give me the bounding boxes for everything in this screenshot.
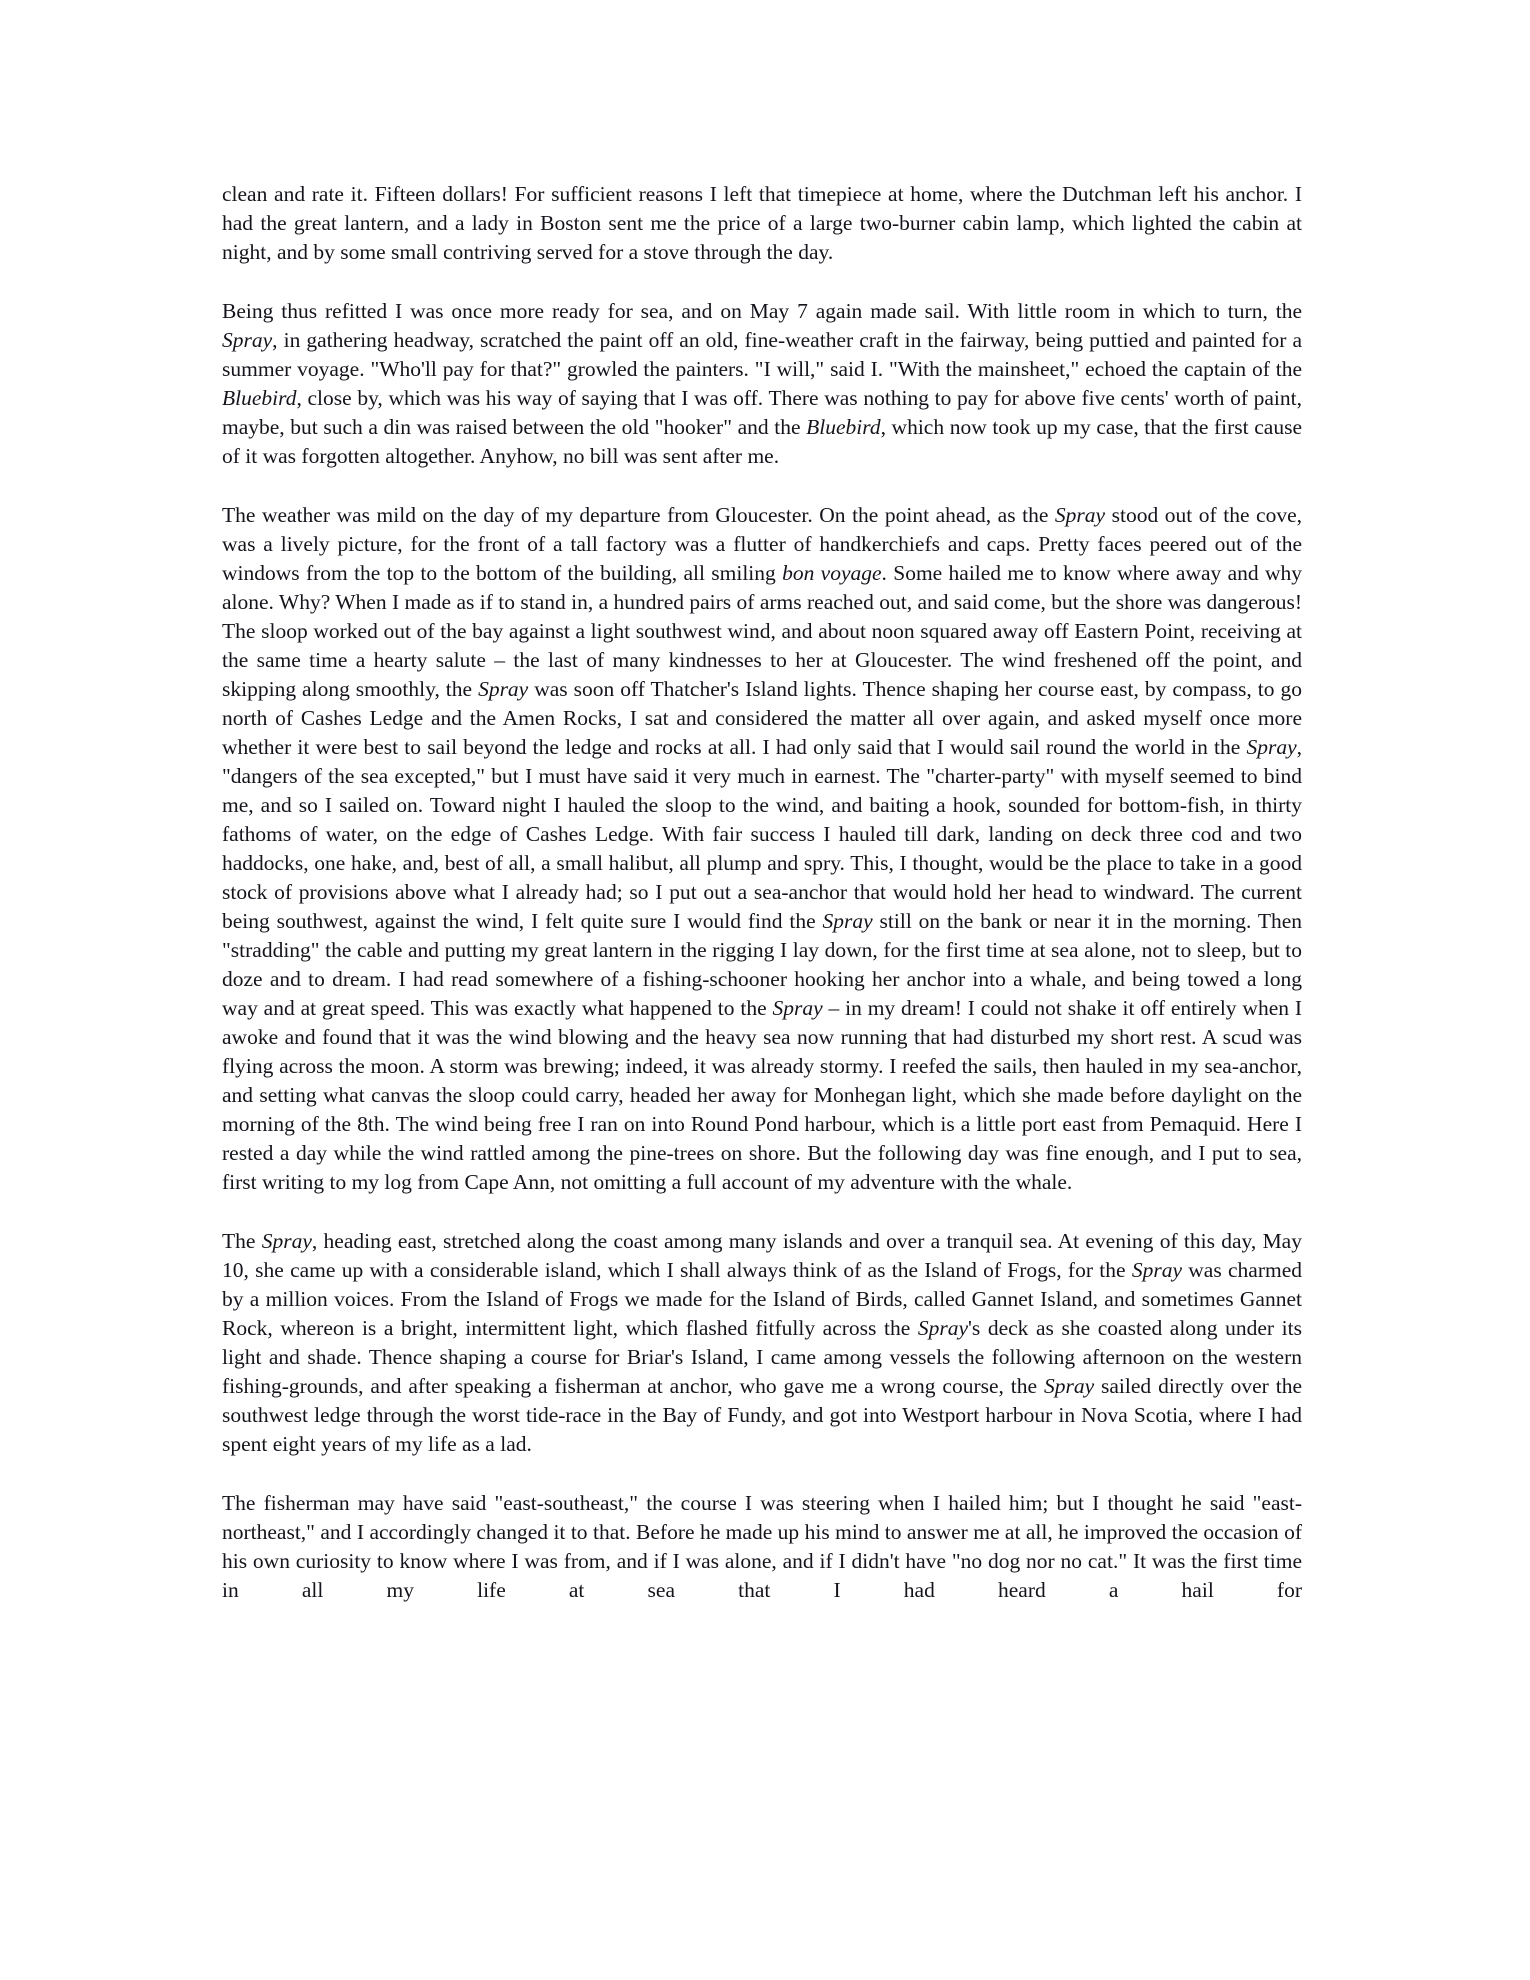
italic-text-run: Spray: [1054, 503, 1106, 527]
paragraph: [222, 1489, 1302, 1605]
text-run: , in gathering headway, scratched the paint off an old, fine-weather craft in the fairway, being puttied and painted for a summer voyage. "Who'll pay for that?" growled the painters. "I will," said I. "With the mainsheet," echoed the captain of the: [222, 328, 1302, 381]
text-run: The weather was mild on the day of my departure from Gloucester. On the point ahead, as the: [222, 503, 1055, 527]
text-run: was soon off Thatcher's Island lights. Thence shaping her course east, by compass, to go north of Cashes Ledge and the Amen Rocks, I sat and considered the matter all over again, and asked myself once more whether it were best to sail beyond the ledge and rocks at all. I had only said that I would sail round the world in the: [222, 677, 1302, 759]
text-run: Being thus refitted I was once more ready for sea, and on May 7 again made sail. With little room in which to turn, the: [222, 299, 1302, 323]
text-run: . Some hailed me to know where away and why alone. Why? When I made as if to stand in, a hundred pairs of arms reached out, and said come, but the shore was dangerous! The sloop worked out of the bay against a light southwest wind, and about noon squared away off Eastern Point, receiving at the same time a hearty salute – the last of many kindnesses to her at Gloucester. The wind freshened off the point, and skipping along smoothly, the: [222, 561, 1302, 701]
paragraph: [222, 1227, 1302, 1459]
paragraph: [222, 180, 1302, 267]
italic-text-run: Bluebird: [806, 415, 881, 439]
italic-text-run: Bluebird: [222, 386, 297, 410]
text-run: 's deck as she coasted along under its light and shade. Thence shaping a course for Briar's Island, I came among vessels the following afternoon on the western fishing-grounds, and after speaking a fisherman at anchor, who gave me a wrong course, the: [222, 1316, 1302, 1398]
italic-text-run: Spray: [478, 677, 529, 701]
italic-text-run: Spray: [822, 909, 873, 933]
text-run: , "dangers of the sea excepted," but I must have said it very much in earnest. The "charter-party" with myself seemed to bind me, and so I sailed on. Toward night I hauled the sloop to the wind, and baiting a hook, sounded for bottom-fish, in thirty fathoms of water, on the edge of Cashes Ledge. With fair success I hauled till dark, landing on deck three cod and two haddocks, one hake, and, best of all, a small halibut, all plump and spry. This, I thought, would be the place to take in a good stock of provisions above what I already had; so I put out a sea-anchor that would hold her head to windward. The current being southwest, against the wind, I felt quite sure I would find the: [222, 735, 1302, 933]
text-run: clean and rate it. Fifteen dollars! For sufficient reasons I left that timepiece at home, where the Dutchman left his anchor. I had the great lantern, and a lady in Boston sent me the price of a large two-burner cabin lamp, which lighted the cabin at night, and by some small contriving served for a stove through the day.: [222, 182, 1302, 264]
text-run: , which now took up my case, that the first cause of it was forgotten altogether. Anyhow, no bill was sent after me.: [222, 415, 1302, 468]
italic-text-run: Spray: [917, 1316, 969, 1340]
text-body: [222, 180, 1302, 1605]
text-run: still on the bank or near it in the morning. Then "stradding" the cable and putting my great lantern in the rigging I lay down, for the first time at sea alone, not to sleep, but to doze and to dream. I had read somewhere of a fishing-schooner hooking her anchor into a whale, and being towed a long way and at great speed. This was exactly what happened to the: [222, 909, 1302, 1020]
paragraph: [222, 501, 1302, 1197]
paragraph: [222, 297, 1302, 471]
italic-text-run: Spray: [1131, 1258, 1182, 1282]
italic-text-run: Spray: [261, 1229, 312, 1253]
text-run: , heading east, stretched along the coast among many islands and over a tranquil sea. At evening of this day, May 10, she came up with a considerable island, which I shall always think of as the Island of Frogs, for the: [222, 1229, 1302, 1282]
text-run: , close by, which was his way of saying that I was off. There was nothing to pay for above five cents' worth of paint, maybe, but such a din was raised between the old "hooker" and the: [222, 386, 1302, 439]
text-run: The: [222, 1229, 262, 1253]
text-run: sailed directly over the southwest ledge through the worst tide-race in the Bay of Fundy, and got into Westport harbour in Nova Scotia, where I had spent eight years of my life as a lad.: [222, 1374, 1302, 1456]
italic-text-run: Spray: [1043, 1374, 1095, 1398]
text-run: was charmed by a million voices. From the Island of Frogs we made for the Island of Birds, called Gannet Island, and sometimes Gannet Rock, whereon is a bright, intermittent light, which flashed fitfully across the: [222, 1258, 1303, 1340]
italic-text-run: Spray: [222, 328, 273, 352]
text-run: The fisherman may have said "east-southeast," the course I was steering when I hailed him; but I thought he said "east-northeast," and I accordingly changed it to that. Before he made up his mind to answer me at all, he improved the occasion of his own curiosity to know where I was from, and if I was alone, and if I didn't have "no dog nor no cat." It was the first time in all my life at sea that I had heard a hail for: [222, 1491, 1302, 1602]
italic-text-run: Spray: [772, 996, 823, 1020]
italic-text-run: bon voyage: [782, 561, 882, 585]
italic-text-run: Spray: [1246, 735, 1297, 759]
text-run: – in my dream! I could not shake it off entirely when I awoke and found that it was the wind blowing and the heavy sea now running that had disturbed my short rest. A scud was flying across the moon. A storm was brewing; indeed, it was already stormy. I reefed the sails, then hauled in my sea-anchor, and setting what canvas the sloop could carry, headed her away for Monhegan light, which she made before daylight on the morning of the 8th. The wind being free I ran on into Round Pond harbour, which is a little port east from Pemaquid. Here I rested a day while the wind rattled among the pine-trees on shore. But the following day was fine enough, and I put to sea, first writing to my log from Cape Ann, not omitting a full account of my adventure with the whale.: [222, 996, 1303, 1194]
text-run: stood out of the cove, was a lively picture, for the front of a tall factory was a flutter of handkerchiefs and caps. Pretty faces peered out of the windows from the top to the bottom of the building, all smiling: [222, 503, 1302, 585]
